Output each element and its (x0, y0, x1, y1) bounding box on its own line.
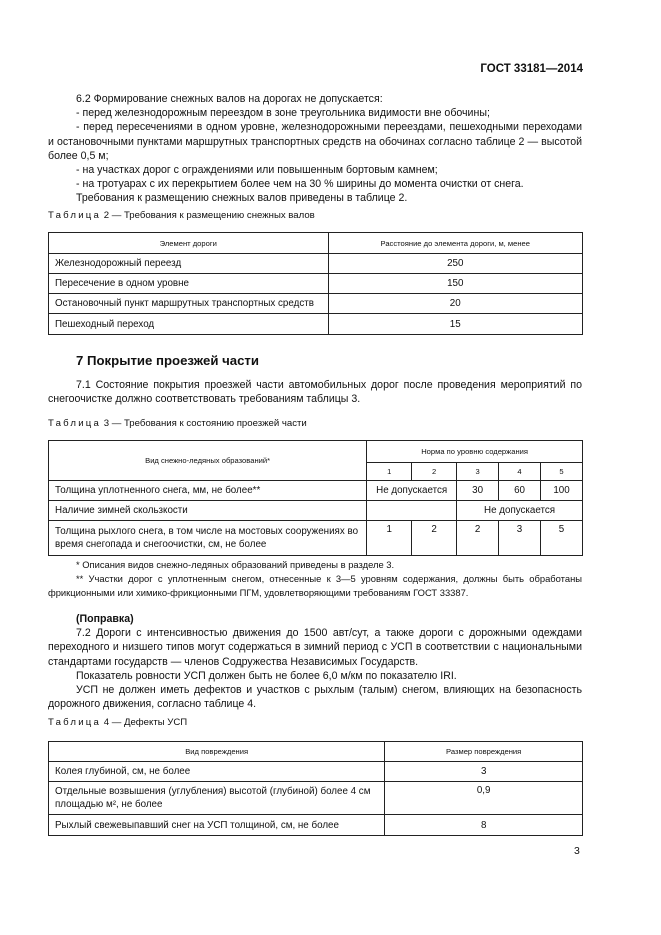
amendment-label: (Поправка) (76, 613, 134, 625)
table-cell: Железнодорожный переезд (49, 254, 329, 274)
page-number: 3 (574, 845, 580, 857)
table-cell: 60 (499, 481, 541, 501)
table-header: Элемент дороги (49, 233, 329, 254)
level-header: 3 (457, 463, 499, 481)
table-cell: 0,9 (385, 782, 583, 815)
table-cell: Наличие зимней скользкости (49, 501, 367, 521)
table-cell: Пешеходный переход (49, 314, 329, 335)
table-4 (48, 741, 583, 836)
table-cell: Толщина рыхлого снега, в том числе на мостовых сооружениях во время снегопада и снегоочистки, см, не более (49, 521, 367, 556)
level-header: 2 (412, 463, 457, 481)
table-2 (48, 232, 583, 335)
table-header: Размер повреждения (385, 742, 583, 762)
table-row (49, 314, 583, 335)
table-cell: Рыхлый свежевыпавший снег на УСП толщиной, см, не более (49, 815, 385, 836)
paragraph: 6.2 Формирование снежных валов на дорогах не допускается: (76, 93, 383, 105)
table-row (49, 815, 583, 836)
table-header: Вид снежно-ледяных образований* (49, 441, 367, 481)
table-cell: 1 (367, 521, 412, 556)
table-cell: 250 (328, 254, 582, 274)
section-7-2 (48, 612, 582, 711)
table-cell: Толщина уплотненного снега, мм, не более** (49, 481, 367, 501)
list-item: - перед пересечениями в одном уровне, железнодорожными переездами, пешеходными переходами и остановочными пунктами маршрутных транспортных средств на обочинах согласно таблице 2 — высотой более 0,5 м; (48, 121, 582, 162)
table-cell: 8 (385, 815, 583, 836)
table-row (49, 294, 583, 314)
paragraph: Требования к размещению снежных валов приведены в таблице 2. (76, 192, 408, 205)
table-cell: 30 (457, 481, 499, 501)
level-header: 1 (367, 463, 412, 481)
table-cell: 5 (541, 521, 583, 556)
table-row (49, 254, 583, 274)
table-cell: Отдельные возвышения (углубления) высотой (глубиной) более 4 см площадью м², не более (49, 782, 385, 815)
table-row (49, 481, 583, 501)
list-item: - на тротуарах с их перекрытием более чем на 30 % ширины до момента очистки от снега. (76, 178, 524, 191)
list-item: - перед железнодорожным переездом в зоне треугольника видимости вне обочины; (76, 107, 490, 120)
level-header: 5 (541, 463, 583, 481)
footnote: ** Участки дорог с уплотненным снегом, отнесенные к 3—5 уровням содержания, должны быть обработаны фрикционными или химико-фрикционными ПГМ, удовлетворяющими требованиям ГОСТ 33387. (48, 572, 582, 598)
document-code: ГОСТ 33181—2014 (480, 63, 583, 75)
paragraph: 7.2 Дороги с интенсивностью движения до 1500 авт/сут, а также дороги с дорожными одеждами переходного и низшего типов могут содержаться в зимний период с УСП в соответствии с национальными стандартами государств — членов Содружества Независимых Государств. (48, 627, 582, 668)
table-header: Норма по уровню содержания (367, 441, 583, 463)
table-cell: Не допускается (367, 481, 457, 501)
table-2-caption: Таблица 2 — Требования к размещению снежных валов (48, 210, 315, 221)
table-cell: 100 (541, 481, 583, 501)
table-row (49, 762, 583, 782)
paragraph: УСП не должен иметь дефектов и участков с рыхлым (талым) снегом, влияющих на безопасность дорожного движения, согласно таблице 4. (48, 684, 582, 711)
table-cell (367, 501, 457, 521)
table-cell: 3 (499, 521, 541, 556)
table-row (49, 501, 583, 521)
table-cell: 15 (328, 314, 582, 335)
list-item: - на участках дорог с ограждениями или повышенным бортовым камнем; (76, 164, 438, 177)
table-cell: Пересечение в одном уровне (49, 274, 329, 294)
table-row (49, 521, 583, 556)
table-cell: 20 (328, 294, 582, 314)
table-cell: 150 (328, 274, 582, 294)
table-cell: 2 (412, 521, 457, 556)
table-row (49, 274, 583, 294)
table-cell: 3 (385, 762, 583, 782)
table-header: Расстояние до элемента дороги, м, менее (328, 233, 582, 254)
level-header: 4 (499, 463, 541, 481)
footnote: * Описания видов снежно-ледяных образований приведены в разделе 3. (76, 559, 395, 570)
table-3 (48, 440, 583, 556)
table-header: Вид повреждения (49, 742, 385, 762)
table-3-caption: Таблица 3 — Требования к состоянию проезжей части (48, 418, 307, 429)
section-7-heading: 7 Покрытие проезжей части (76, 353, 259, 368)
table-3-footnotes (48, 558, 582, 599)
table-cell: Остановочный пункт маршрутных транспортных средств (49, 294, 329, 314)
section-6-2 (48, 92, 582, 206)
table-row (49, 782, 583, 815)
table-cell: Не допускается (457, 501, 583, 521)
table-4-caption: Таблица 4 — Дефекты УСП (48, 717, 188, 728)
paragraph: Показатель ровности УСП должен быть не более 6,0 м/км по показателю IRI. (76, 669, 457, 682)
paragraph-7-1: 7.1 Состояние покрытия проезжей части автомобильных дорог после проведения мероприятий по снегоочистке должно соответствовать требованиям таблицы 3. (48, 379, 582, 406)
table-cell: 2 (457, 521, 499, 556)
table-cell: Колея глубиной, см, не более (49, 762, 385, 782)
